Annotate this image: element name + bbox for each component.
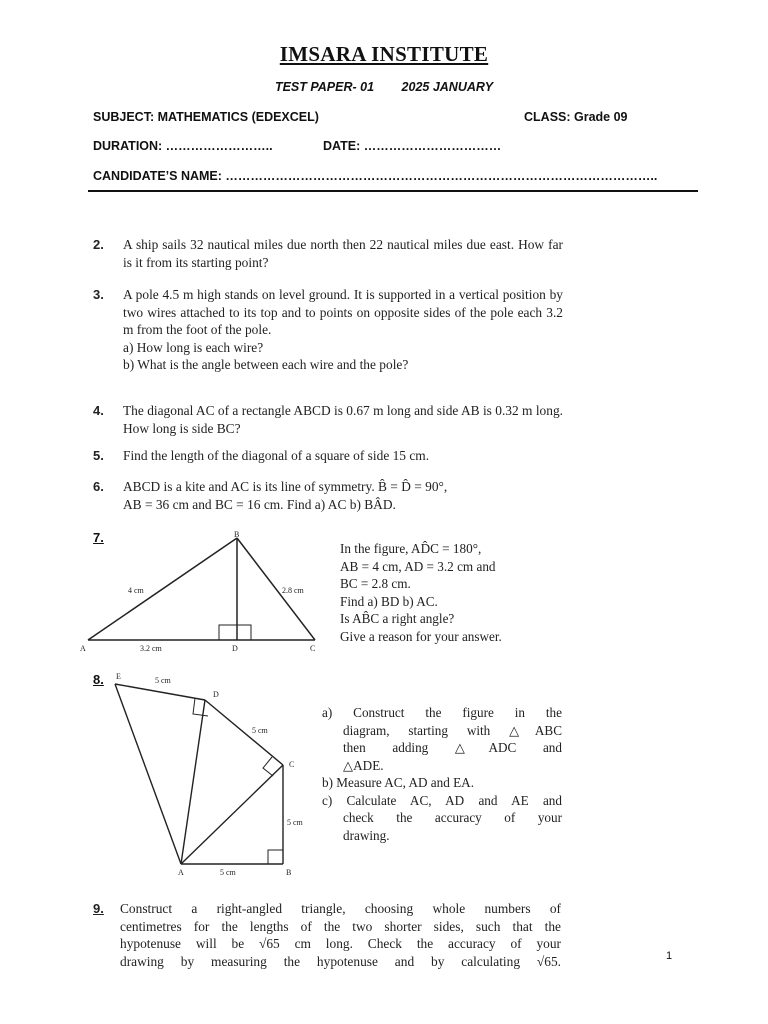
q8-label-ed: 5 cm (155, 676, 171, 685)
question-4 (93, 402, 563, 437)
question-9 (93, 900, 561, 970)
question-text: A ship sails 32 nautical miles due north then 22 nautical miles due east. How far is it from its starting point? (123, 237, 563, 270)
q8-label-a: A (178, 868, 184, 877)
question-number: 6. (93, 479, 104, 494)
question-number: 5. (93, 448, 104, 463)
question-7-number: 7. (93, 530, 104, 545)
text-line: c) Calculate AC, AD and AE and (322, 792, 562, 808)
q7-label-d: D (232, 644, 238, 653)
question-number: 4. (93, 403, 104, 418)
question-3 (93, 286, 563, 374)
candidate-name-field: CANDIDATE’S NAME: ………………………………………………………………………………………….. (93, 169, 658, 183)
question-8-text (322, 704, 562, 844)
question-5 (93, 447, 563, 465)
q7-label-c: C (310, 644, 316, 653)
text-line: b) Measure AC, AD and EA. (322, 775, 474, 790)
paper-date-label: 2025 JANUARY (401, 80, 494, 94)
question-text-line: drawing by measuring the hypotenuse and by calculating √65. (120, 953, 561, 969)
text-line: AB = 4 cm, AD = 3.2 cm and (340, 558, 496, 574)
question-text-line: ABCD is a kite and AC is its line of symmetry. B̂ = D̂ = 90°, (123, 479, 448, 494)
question-text-line: hypotenuse will be √65 cm long. Check the accuracy of your (120, 936, 561, 951)
q8-label-b: B (286, 868, 292, 877)
text-line: △ADE. (343, 757, 384, 773)
q7-label-bc: 2.8 cm (282, 586, 304, 595)
q8-label-cb: 5 cm (287, 818, 303, 827)
question-number: 2. (93, 237, 104, 252)
question-text-line: Construct a right-angled triangle, choosing whole numbers of (120, 901, 561, 916)
question-part-a: a) How long is each wire? (123, 339, 264, 355)
question-7-text (340, 540, 502, 645)
paper-subtitle (0, 80, 768, 94)
text-line: In the figure, AD̂C = 180°, (340, 541, 482, 556)
text-line: BC = 2.8 cm. (340, 576, 411, 591)
text-line: Find a) BD b) AC. (340, 593, 438, 609)
question-number: 3. (93, 287, 104, 302)
question-text: A pole 4.5 m high stands on level ground. It is supported in a vertical position by two wires attached to its top and to points on opposite sides of the pole each 3.2 m from the foot of the pole. (123, 287, 563, 337)
question-text-line: centimetres for the lengths of the two shorter sides, such that the (120, 918, 561, 934)
duration-field: DURATION: …………………….. (93, 139, 273, 153)
q8-label-ab: 5 cm (220, 868, 236, 877)
side-ab (88, 538, 237, 640)
question-text: Find the length of the diagonal of a square of side 15 cm. (123, 448, 430, 463)
q7-label-ab: 4 cm (128, 586, 144, 595)
question-part-b: b) What is the angle between each wire and the pole? (123, 357, 409, 372)
text-line: check the accuracy of your (343, 810, 562, 825)
question-text: The diagonal AC of a rectangle ABCD is 0.67 m long and side AB is 0.32 m long. How long is side BC? (123, 403, 563, 436)
text-line: a) Construct the figure in the (322, 705, 562, 720)
test-paper-label: TEST PAPER- 01 (274, 80, 375, 94)
question-6 (93, 478, 563, 513)
text-line: drawing. (343, 827, 390, 843)
text-line: Give a reason for your answer. (340, 628, 502, 644)
text-line: then adding △ADC and (343, 740, 562, 755)
date-field: DATE: …………………………… (323, 139, 502, 153)
page-number: 1 (666, 950, 673, 962)
q8-label-c: C (289, 760, 295, 769)
question-text-line: AB = 36 cm and BC = 16 cm. Find a) AC b) BÂD. (123, 496, 396, 512)
question-number: 9. (93, 901, 104, 916)
question-2 (93, 236, 563, 271)
q7-label-b: B (234, 530, 240, 539)
q7-label-ad: 3.2 cm (140, 644, 162, 653)
text-line: Is AB̂C a right angle? (340, 611, 455, 626)
q7-label-a: A (80, 644, 86, 653)
header-rule (88, 190, 698, 192)
q8-construction-diagram (105, 672, 315, 882)
q8-label-e: E (116, 672, 121, 681)
q8-label-dc: 5 cm (252, 726, 268, 735)
q8-label-d: D (213, 690, 219, 699)
institute-title: IMSARA INSTITUTE (279, 42, 489, 66)
text-line: diagram, starting with △ABC (343, 722, 562, 738)
subject-label: SUBJECT: MATHEMATICS (EDEXCEL) (93, 110, 319, 124)
class-label: CLASS: Grade 09 (524, 110, 628, 124)
right-angle-mark (219, 625, 251, 640)
question-8-number: 8. (93, 672, 104, 687)
